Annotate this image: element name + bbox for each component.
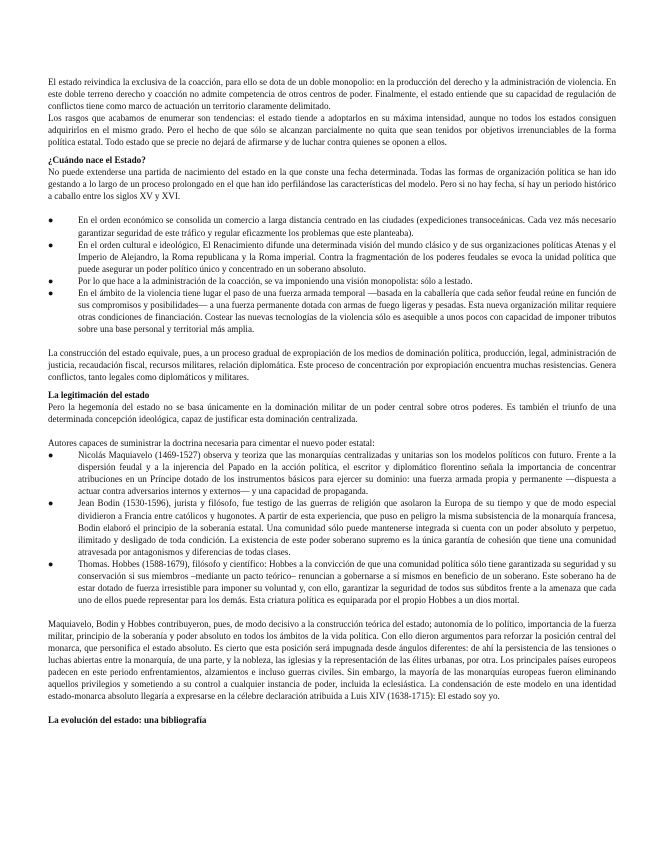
list-item bbox=[48, 214, 616, 238]
list-item-text: Por lo que hace a la administración de la coacción, se va imponiendo una visión monopolista: sólo a lestado. bbox=[78, 275, 473, 286]
intro-paragraph-2: Los rasgos que acabamos de enumerar son tendencias: el estado tiende a adoptarlos en su máxima intensidad, aunque no todos los estados consiguen adquirirlos en el mismo grado. Pero el hecho de que sólo se alcanzan parcialmente no quita que sean tenidos por objetivos irrenunciables de la forma política estatal. Todo estado que se precie no dejará de afirmarse y de luchar contra quienes se oponen a ellos. bbox=[48, 113, 616, 148]
intro-paragraph-1: El estado reivindica la exclusiva de la coacción, para ello se dota de un doble monopolio: en la producción del derecho y la administración de violencia. En este doble terreno derecho y coacción no admite competencia de otros centros de poder. Finalmente, el estado entiende que su capacidad de regulación de conflictos tiene como marco de actuación un territorio claramente delimitado. bbox=[48, 77, 616, 112]
document-page bbox=[48, 76, 616, 726]
authors-intro: Autores capaces de suministrar la doctrina necesaria para cimentar el nuevo poder estatal: bbox=[48, 438, 375, 449]
section-heading-legitimation: La legitimación del estado bbox=[48, 390, 150, 401]
list-item-text: En el orden económico se consolida un comercio a larga distancia centrado en las ciudades (expediciones transoceánicas. Cada vez más necesario garantizar seguridad de este tráfico y regular eficazmente los problemas que este planteaba). bbox=[78, 215, 616, 238]
section-legitimation-text: Pero la hegemonía del estado no se basa únicamente en la dominación militar de un poder central sobre otros poderes. Es también el triunfo de una determinada concepción ideológica, capaz de justificar esta dominación centralizada. bbox=[48, 402, 616, 425]
list-item-text: En el ámbito de la violencia tiene lugar el paso de una fuerza armada temporal —basada en la caballería que cada señor feudal reúne en función de sus compromisos y posibilidades— a una fuerza permanente dotada con armas de fuego ligeras y pesadas. Esta nueva organización militar requiere otras condiciones de financiación. Costear las nuevas tecnologías de la violencia sólo es asequible a unos pocos con capacidad de imponer tributos sobre una base personal y territorial más amplia. bbox=[78, 287, 616, 334]
section-heading-origin: ¿Cuándo nace el Estado? bbox=[48, 155, 146, 166]
bullet-icon: ● bbox=[48, 558, 54, 569]
list-item bbox=[48, 275, 616, 287]
section-origin-text: No puede extenderse una partida de nacimiento del estado en la que conste una fecha determinada. Todas las formas de organización política se han ido gestando a lo largo de un proceso prolongado en el que han ido perfilándose las características del modelo. Pero si no hay fecha, sí hay un periodo histórico a caballo entre los siglos XV y XVI. bbox=[48, 167, 616, 202]
list-item-text: En el orden cultural e ideológico, El Renacimiento difunde una determinada visión del mundo clásico y de sus organizaciones políticas Atenas y el Imperio de Alejandro, la Roma republicana y la Roma imperial. Contra la fragmentación de los poderes feudales se evoca la unidad política que puede asegurar un poder político único y concentrado en un soberano absoluto. bbox=[78, 239, 616, 274]
section-heading-bibliography: La evolución del estado: una bibliografía bbox=[48, 715, 207, 726]
list-item bbox=[48, 287, 616, 335]
list-item-text: Thomas. Hobbes (1588-1679), filósofo y científico: Hobbes a la convicción de que una comunidad política sólo tiene garantizada su seguridad y su conservación si sus miembros –mediante un pacto teórico– renuncian a gobernarse a sí mismos en beneficio de un soberano. Este soberano ha de estar dotado de fuerza irresistible para imponer su voluntad y, con ello, garantizar la seguridad de todos sus súbditos frente a la amenaza que cada uno de ellos puede representar para los demás. Esta criatura política es equiparada por el propio Hobbes a un dios mortal. bbox=[78, 558, 616, 605]
bullet-icon: ● bbox=[48, 239, 54, 250]
bullet-icon: ● bbox=[48, 215, 54, 226]
section-origin-closing: La construcción del estado equivale, pues, a un proceso gradual de expropiación de los medios de dominación política, producción, legal, administración de justicia, recaudación fiscal, recursos militares, relación diplomática. Este proceso de concentración por expropiación encuentra muchas resistencias. Genera conflictos, tanto legales como diplomáticos y militares. bbox=[48, 347, 616, 383]
list-item bbox=[48, 558, 616, 606]
list-item bbox=[48, 497, 616, 557]
list-item bbox=[48, 239, 616, 275]
list-item-text: Jean Bodin (1530-1596), jurista y filósofo, fue testigo de las guerras de religión que asolaron la Europa de su tiempo y que de modo especial dividieron a Francia entre católicos y hugonotes. A partir de esta experiencia, que puso en peligro la misma subsistencia de la monarquía francesa, Bodin elaboró el principio de la soberanía estatal. Una comunidad sólo puede mantenerse integrada si cuenta con un poder absoluto y perpetuo, ilimitado y desligado de toda condición. La existencia de este poder soberano supremo es la única garantía de cohesión que tiene una comunidad atravesada por antagonismos y diferencias de todas clases. bbox=[78, 498, 616, 557]
bullet-icon: ● bbox=[48, 498, 54, 509]
list-item bbox=[48, 449, 616, 497]
bullet-icon: ● bbox=[48, 275, 54, 286]
section-legitimation-closing: Maquiavelo, Bodin y Hobbes contribuyeron, pues, de modo decisivo a la construcción teórica del estado; autonomía de lo político, importancia de la fuerza militar, principio de la soberanía y poder absoluto en todos los ámbitos de la vida política. Con ello dieron argumentos para reforzar la posición central del monarca, que personifica el estado absoluto. Es cierto que esta posición será impugnada desde ángulos diferentes: de ahí la persistencia de las tensiones o luchas abiertas entre la monarquía, de una parte, y la nobleza, las iglesias y la representación de las élites urbanas, por otra. Los principales países europeos padecen en este periodo enfrentamientos, alzamientos e incluso guerras civiles. Sin embargo, la mayoría de las monarquías europeas fueron eliminando aquellos privilegios y sometiendo a su control a cualquier instancia de poder, incluida la eclesiástica. La condensación de este modelo en una identidad estado-monarca absoluto llegaría a expresarse en la célebre declaración atribuida a Luis XIV (1638-1715): El estado soy yo. bbox=[48, 618, 616, 702]
list-item-text: Nicolás Maquiavelo (1469-1527) observa y teoriza que las monarquías centralizadas y unitarias son los modelos políticos con futuro. Frente a la dispersión feudal y a la injerencia del Papado en la acción política, el escritor y diplomático florentino señala la importancia de concentrar atribuciones en un Príncipe dotado de los instrumentos básicos para ejercer su dominio: una fuerza armada propia y permanente —dispuesta a actuar contra adversarios internos y externos— y una capacidad de propaganda. bbox=[78, 450, 616, 497]
bullet-icon: ● bbox=[48, 287, 54, 298]
bullet-icon: ● bbox=[48, 450, 54, 461]
